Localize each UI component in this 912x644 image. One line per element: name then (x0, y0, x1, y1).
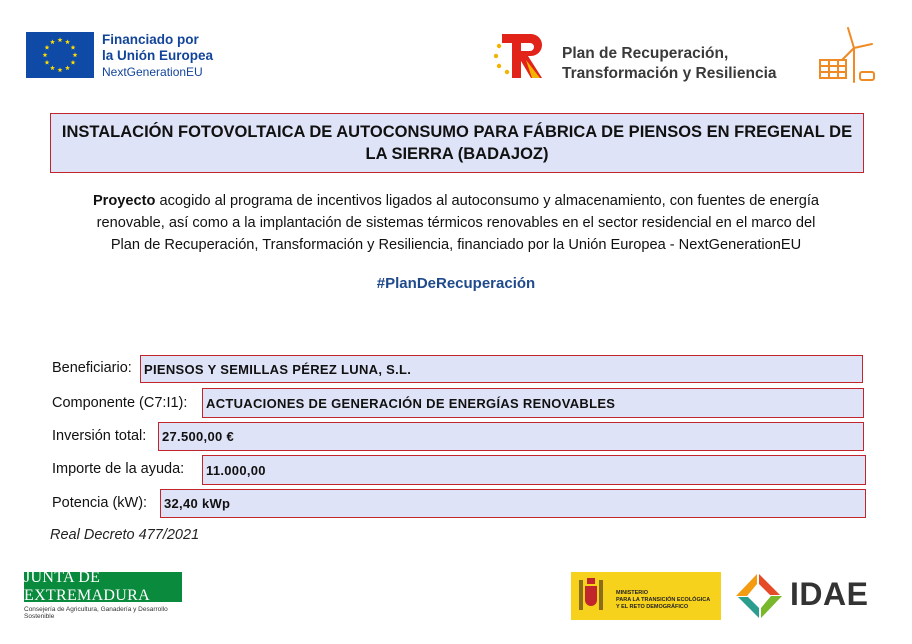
ayuda-value: 11.000,00 (202, 455, 866, 485)
idae-logo-text: IDAE (790, 576, 869, 612)
description-line-1 (30, 190, 882, 212)
ayuda-label: Importe de la ayuda: (52, 461, 185, 477)
potencia-value: 32,40 kWp (160, 489, 866, 518)
componente-label: Componente (C7:I1): (52, 395, 188, 411)
description-line-1-text: acogido al programa de incentivos ligados al autoconsumo y almacenamiento, con fuentes de energía (155, 193, 820, 209)
eu-star (45, 60, 50, 65)
eu-star (73, 52, 78, 57)
eu-star (43, 52, 48, 57)
ministerio-text (616, 590, 710, 611)
real-decreto: Real Decreto 477/2021 (50, 527, 200, 543)
eu-star (50, 39, 55, 44)
solar-wind-energy-icon (816, 26, 878, 84)
eu-star (58, 37, 63, 42)
ministerio-line-3: Y EL RETO DEMOGRÁFICO (616, 604, 689, 610)
plan-line-1: Plan de Recuperación, (562, 45, 729, 62)
eu-stars-icon (26, 32, 94, 78)
eu-line-1: Financiado por (102, 32, 199, 47)
eu-star (65, 39, 70, 44)
potencia-label: Potencia (kW): (52, 495, 148, 511)
eu-star (71, 60, 76, 65)
junta-consejeria-text: Consejería de Agricultura, Ganadería y Desarrollo Sostenible (24, 606, 168, 620)
eu-star (58, 67, 63, 72)
beneficiario-label: Beneficiario: (52, 360, 132, 376)
eu-star (50, 65, 55, 70)
ministerio-line-2: PARA LA TRANSICIÓN ECOLÓGICA (616, 597, 711, 603)
eu-flag-logo (26, 32, 94, 78)
eu-star (71, 45, 76, 50)
project-title: INSTALACIÓN FOTOVOLTAICA DE AUTOCONSUMO PARA FÁBRICA DE PIENSOS EN FREGENAL DE LA SIERRA (BADAJOZ) (50, 113, 864, 173)
idae-logo-mark (734, 572, 784, 620)
description-line-2: renovable, así como a la implantación de sistemas térmicos renovables en el sector residencial en el marco del (96, 215, 816, 231)
ministerio-line-1: MINISTERIO (616, 590, 649, 596)
eu-line-3: NextGenerationEU (102, 65, 203, 79)
project-description (30, 190, 882, 256)
beneficiario-value: PIENSOS Y SEMILLAS PÉREZ LUNA, S.L. (140, 355, 863, 383)
componente-value: ACTUACIONES DE GENERACIÓN DE ENERGÍAS RENOVABLES (202, 388, 864, 418)
eu-funding-text (102, 32, 213, 80)
eu-star (65, 65, 70, 70)
inversion-value: 27.500,00 € (158, 422, 864, 451)
junta-extremadura-logo: JUNTA DE EXTREMADURA (24, 572, 182, 602)
description-line-3: Plan de Recuperación, Transformación y Resiliencia, financiado por la Unión Europea - NextGenerationEU (110, 237, 802, 253)
eu-star (45, 45, 50, 50)
description-lead: Proyecto (92, 193, 156, 209)
plan-line-2: Transformación y Resiliencia (562, 65, 777, 82)
eu-line-2: la Unión Europea (102, 48, 214, 63)
spain-coat-of-arms-icon (571, 572, 611, 620)
plan-recuperacion-logo (486, 30, 548, 82)
hashtag: #PlanDeRecuperación (376, 275, 536, 292)
inversion-label: Inversión total: (52, 428, 147, 444)
plan-recuperacion-text (562, 44, 777, 84)
